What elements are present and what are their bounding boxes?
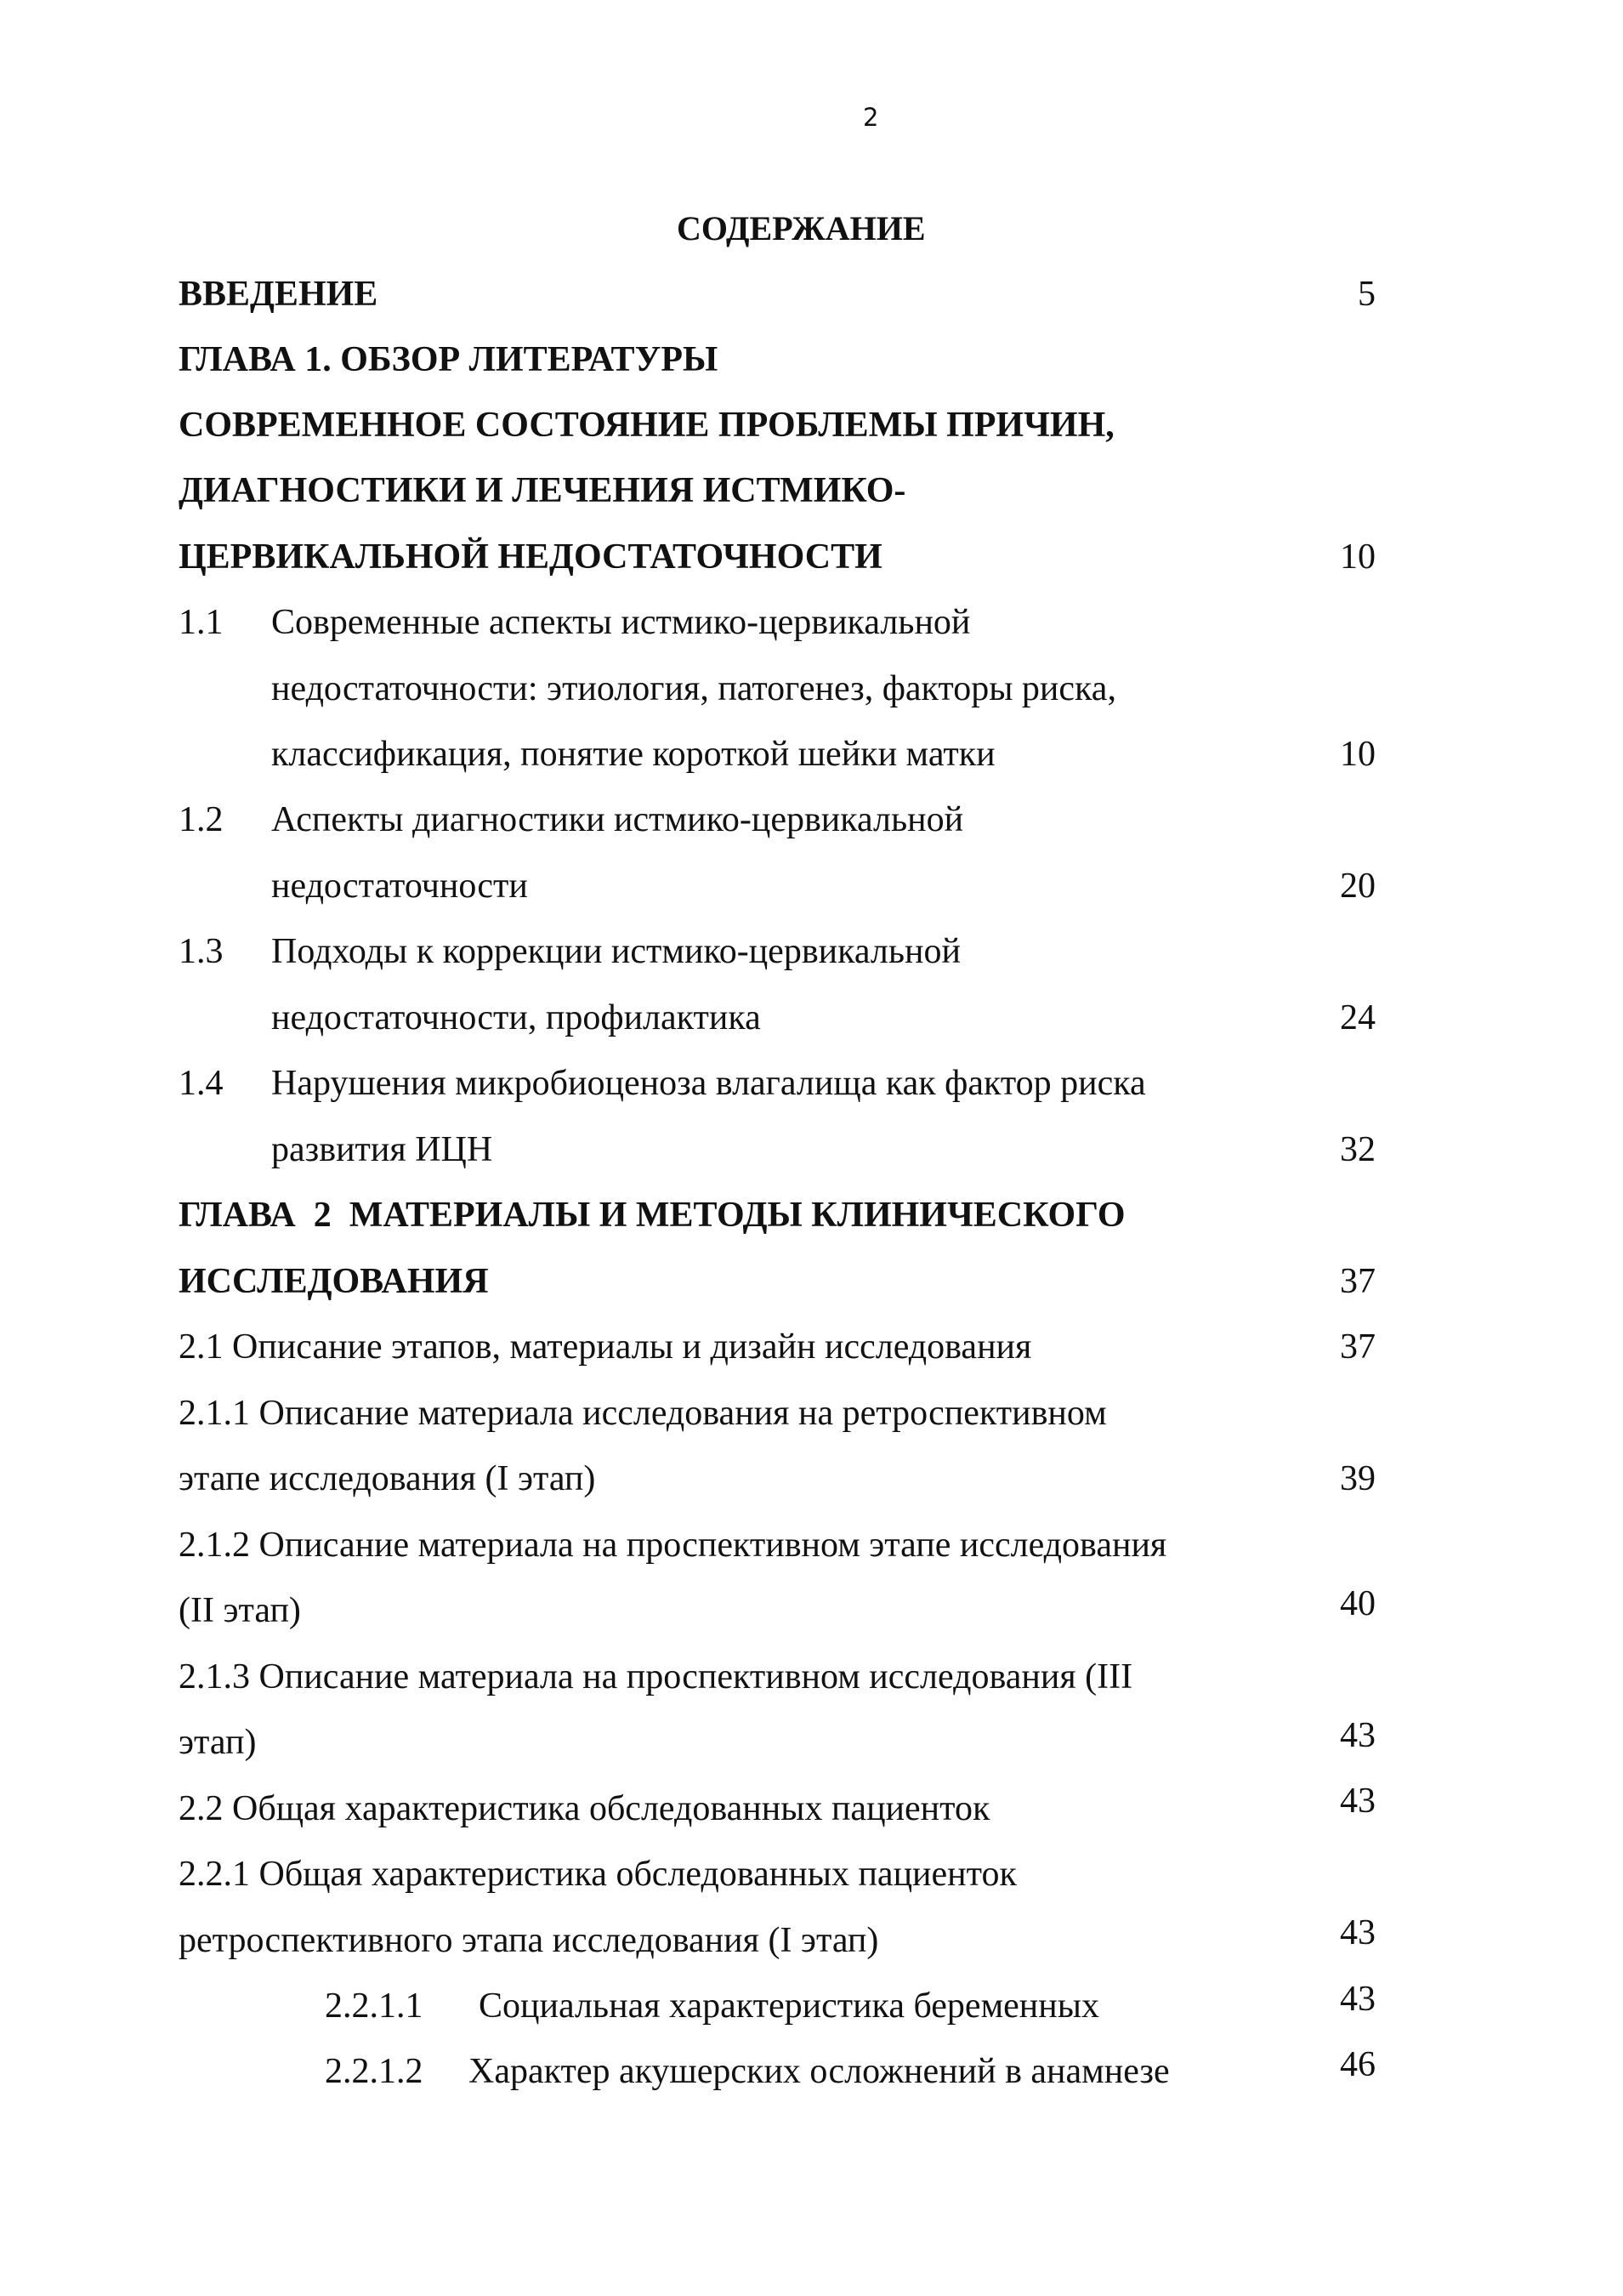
toc-entry-chapter-1-line: СОВРЕМЕННОЕ СОСТОЯНИЕ ПРОБЛЕМЫ ПРИЧИН, [179,406,1115,445]
toc-page-number: 10 [1340,735,1376,774]
toc-entry-line: развития ИЦН [271,1130,493,1169]
toc-page-number: 43 [1340,1782,1376,1821]
toc-entry-line: классификация, понятие короткой шейки матки [271,735,996,774]
toc-entry-line: 2.2.1 Общая характеристика обследованных пациенток [179,1855,1017,1894]
toc-entry-line: 2.1.1 Описание материала исследования на ретроспективном [179,1394,1107,1433]
toc-entry-line: недостаточности: этиология, патогенез, факторы риска, [271,669,1116,708]
toc-page-number: 24 [1340,998,1376,1037]
toc-page-number: 43 [1340,1913,1376,1952]
toc-entry-chapter-1-line: ЦЕРВИКАЛЬНОЙ НЕДОСТАТОЧНОСТИ [179,537,882,577]
toc-entry-line: 2.1.3 Описание материала на проспективном исследования (III [179,1657,1133,1696]
toc-section-number: 2.2.1.1 [325,1986,423,2026]
toc-page-number: 43 [1340,1980,1376,2019]
toc-entry-line: этапе исследования (I этап) [179,1459,596,1498]
toc-entry-line: 2.1 Описание этапов, материалы и дизайн исследования [179,1327,1032,1367]
toc-page-number: 32 [1340,1130,1376,1169]
toc-entry-line: недостаточности, профилактика [271,998,761,1037]
toc-entry-intro: ВВЕДЕНИЕ [179,275,378,314]
toc-entry-line: Нарушения микробиоценоза влагалища как фактор риска [271,1064,1146,1103]
page-number: 2 [863,103,879,132]
toc-entry-chapter-1-line: ГЛАВА 1. ОБЗОР ЛИТЕРАТУРЫ [179,340,718,379]
toc-entry-line: 2.2 Общая характеристика обследованных пациенток [179,1789,990,1828]
toc-page-number: 5 [1358,275,1376,314]
toc-section-number: 1.2 [179,800,224,839]
toc-entry-line: 2.1.2 Описание материала на проспективном этапе исследования [179,1526,1167,1565]
toc-entry-chapter-2-line: ИССЛЕДОВАНИЯ [179,1262,489,1301]
toc-entry-line: Аспекты диагностики истмико-цервикальной [271,800,964,839]
toc-title: СОДЕРЖАНИЕ [677,209,926,247]
toc-section-number: 1.4 [179,1064,224,1103]
toc-entry-line: этап) [179,1723,257,1762]
toc-entry-line: (II этап) [179,1591,301,1630]
toc-entry-line: Социальная характеристика беременных [479,1986,1099,2026]
toc-page-number: 40 [1340,1584,1376,1623]
toc-page-number: 37 [1340,1262,1376,1301]
toc-page-number: 37 [1340,1327,1376,1367]
toc-section-number: 1.1 [179,603,224,642]
toc-page-number: 10 [1340,537,1376,577]
toc-section-number: 1.3 [179,932,224,971]
toc-entry-chapter-2-line: ГЛАВА 2 МАТЕРИАЛЫ И МЕТОДЫ КЛИНИЧЕСКОГО [179,1196,1126,1235]
toc-section-number: 2.2.1.2 [325,2052,423,2091]
toc-entry-chapter-1-line: ДИАГНОСТИКИ И ЛЕЧЕНИЯ ИСТМИКО- [179,471,906,510]
toc-entry-line: ретроспективного этапа исследования (I этап) [179,1921,879,1960]
toc-page-number: 20 [1340,867,1376,906]
toc-entry-line: Характер акушерских осложнений в анамнезе [468,2052,1170,2091]
toc-page-number: 43 [1340,1716,1376,1755]
toc-entry-line: недостаточности [271,867,528,906]
toc-page-number: 39 [1340,1459,1376,1498]
toc-page-number: 46 [1340,2045,1376,2084]
toc-entry-line: Современные аспекты истмико-цервикальной [271,603,971,642]
toc-entry-line: Подходы к коррекции истмико-цервикальной [271,932,961,971]
